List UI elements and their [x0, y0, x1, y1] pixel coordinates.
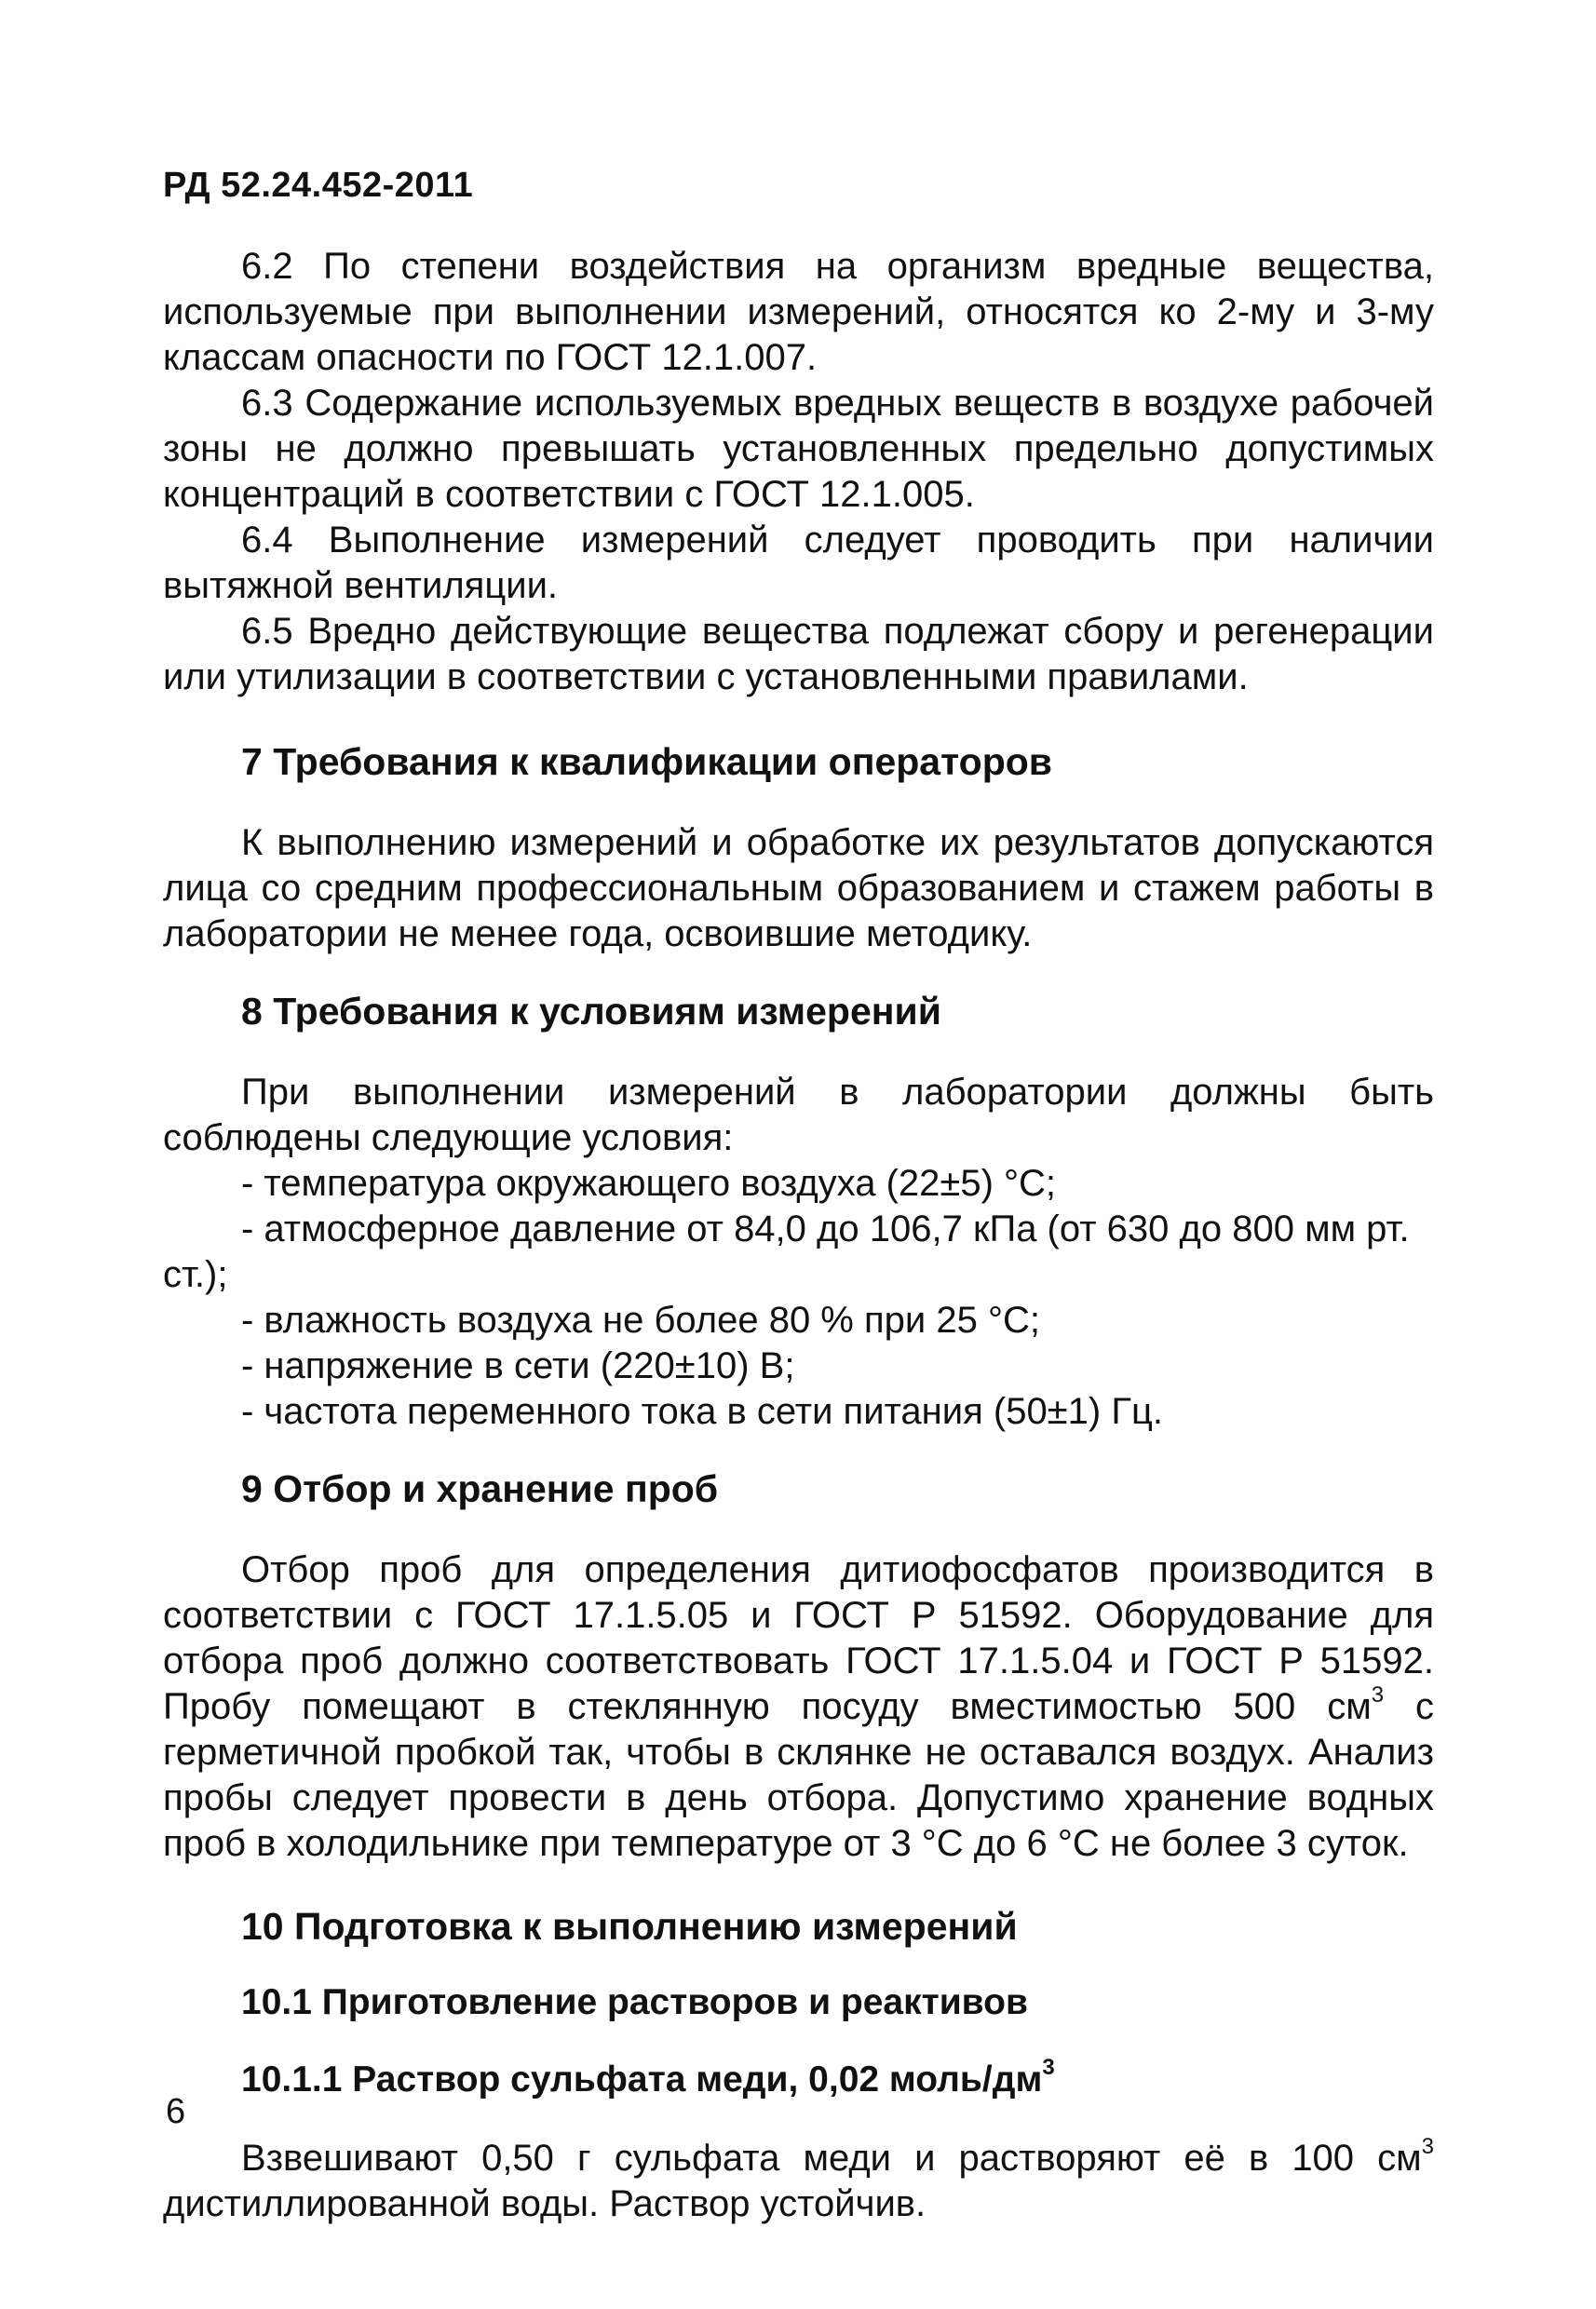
condition-temperature: - температура окружающего воздуха (22±5) °С;	[241, 1163, 1057, 1204]
paragraph-6-2: 6.2 По степени воздействия на организм вредные вещества, используемые при выполнении измерений, относятся ко 2-му и 3-му классам опасности по ГОСТ 12.1.007.	[163, 246, 1434, 378]
paragraph-6-4: 6.4 Выполнение измерений следует проводить при наличии вытяжной вентиляции.	[163, 520, 1434, 606]
subsection-10-1-1-part1: Взвешивают 0,50 г сульфата меди и растворяют её в 100 см	[241, 2138, 1422, 2179]
subsection-10-1-1-paragraph	[163, 2136, 1434, 2227]
section-9-text-part2: с герметичной пробкой так, чтобы в склянке не оставался воздух. Анализ пробы следует провести в день отбора. Допустимо хранение водных проб в холодильнике при температуре от 3 °С до 6 °С не более 3 суток.	[163, 1686, 1434, 1864]
section-10-heading: 10 Подготовка к выполнению измерений	[241, 1905, 1018, 1948]
subsection-10-1-1-text: 10.1.1 Раствор сульфата меди, 0,02 моль/дм	[241, 2059, 1043, 2100]
condition-humidity: - влажность воздуха не более 80 % при 25 °С;	[241, 1300, 1040, 1341]
section-8-heading: 8 Требования к условиям измерений	[241, 990, 941, 1033]
paragraph-6-5: 6.5 Вредно действующие вещества подлежат сбору и регенерации или утилизации в соответствии с установленными правилами.	[163, 611, 1434, 697]
section-7-text: К выполнению измерений и обработке их результатов допускаются лица со средним профессиональным образованием и стажем работы в лаборатории не менее года, освоившие методику.	[163, 822, 1434, 954]
condition-voltage: - напряжение в сети (220±10) В;	[241, 1345, 795, 1386]
document-body	[163, 244, 1434, 2227]
document-code-header: РД 52.24.452-2011	[163, 166, 474, 205]
section-7-heading: 7 Требования к квалификации операторов	[241, 740, 1052, 783]
section-9-text-part1: Отбор проб для определения дитиофосфатов производится в соответствии с ГОСТ 17.1.5.05 и ГОСТ Р 51592. Оборудование для отбора проб должно соответствовать ГОСТ 17.1.5.04 и ГОСТ Р 51592. Пробу помещают в стеклянную посуду вместимостью 500 см	[163, 1549, 1434, 1727]
subsection-10-1-heading: 10.1 Приготовление растворов и реактивов	[241, 1982, 1028, 2022]
subsection-10-1-1-heading	[163, 2057, 1434, 2102]
condition-frequency: - частота переменного тока в сети питания (50±1) Гц.	[241, 1391, 1163, 1432]
subsection-10-1-1-paragraph-superscript: 3	[1421, 2134, 1434, 2159]
section-8-intro: При выполнении измерений в лаборатории должны быть соблюдены следующие условия:	[163, 1072, 1434, 1158]
page-number: 6	[166, 2092, 186, 2131]
section-9-text	[163, 1547, 1434, 1867]
subsection-10-1-1-part2: дистиллированной воды. Раствор устойчив.	[163, 2183, 926, 2224]
condition-pressure: - атмосферное давление от 84,0 до 106,7 кПа (от 630 до 800 мм рт. ст.);	[163, 1209, 1410, 1295]
paragraph-6-3: 6.3 Содержание используемых вредных веществ в воздухе рабочей зоны не должно превышать установленных предельно допустимых концентраций в соответствии с ГОСТ 12.1.005.	[163, 383, 1434, 515]
section-9-superscript: 3	[1371, 1682, 1385, 1708]
section-9-heading: 9 Отбор и хранение проб	[241, 1467, 719, 1510]
subsection-10-1-1-superscript: 3	[1042, 2055, 1055, 2080]
